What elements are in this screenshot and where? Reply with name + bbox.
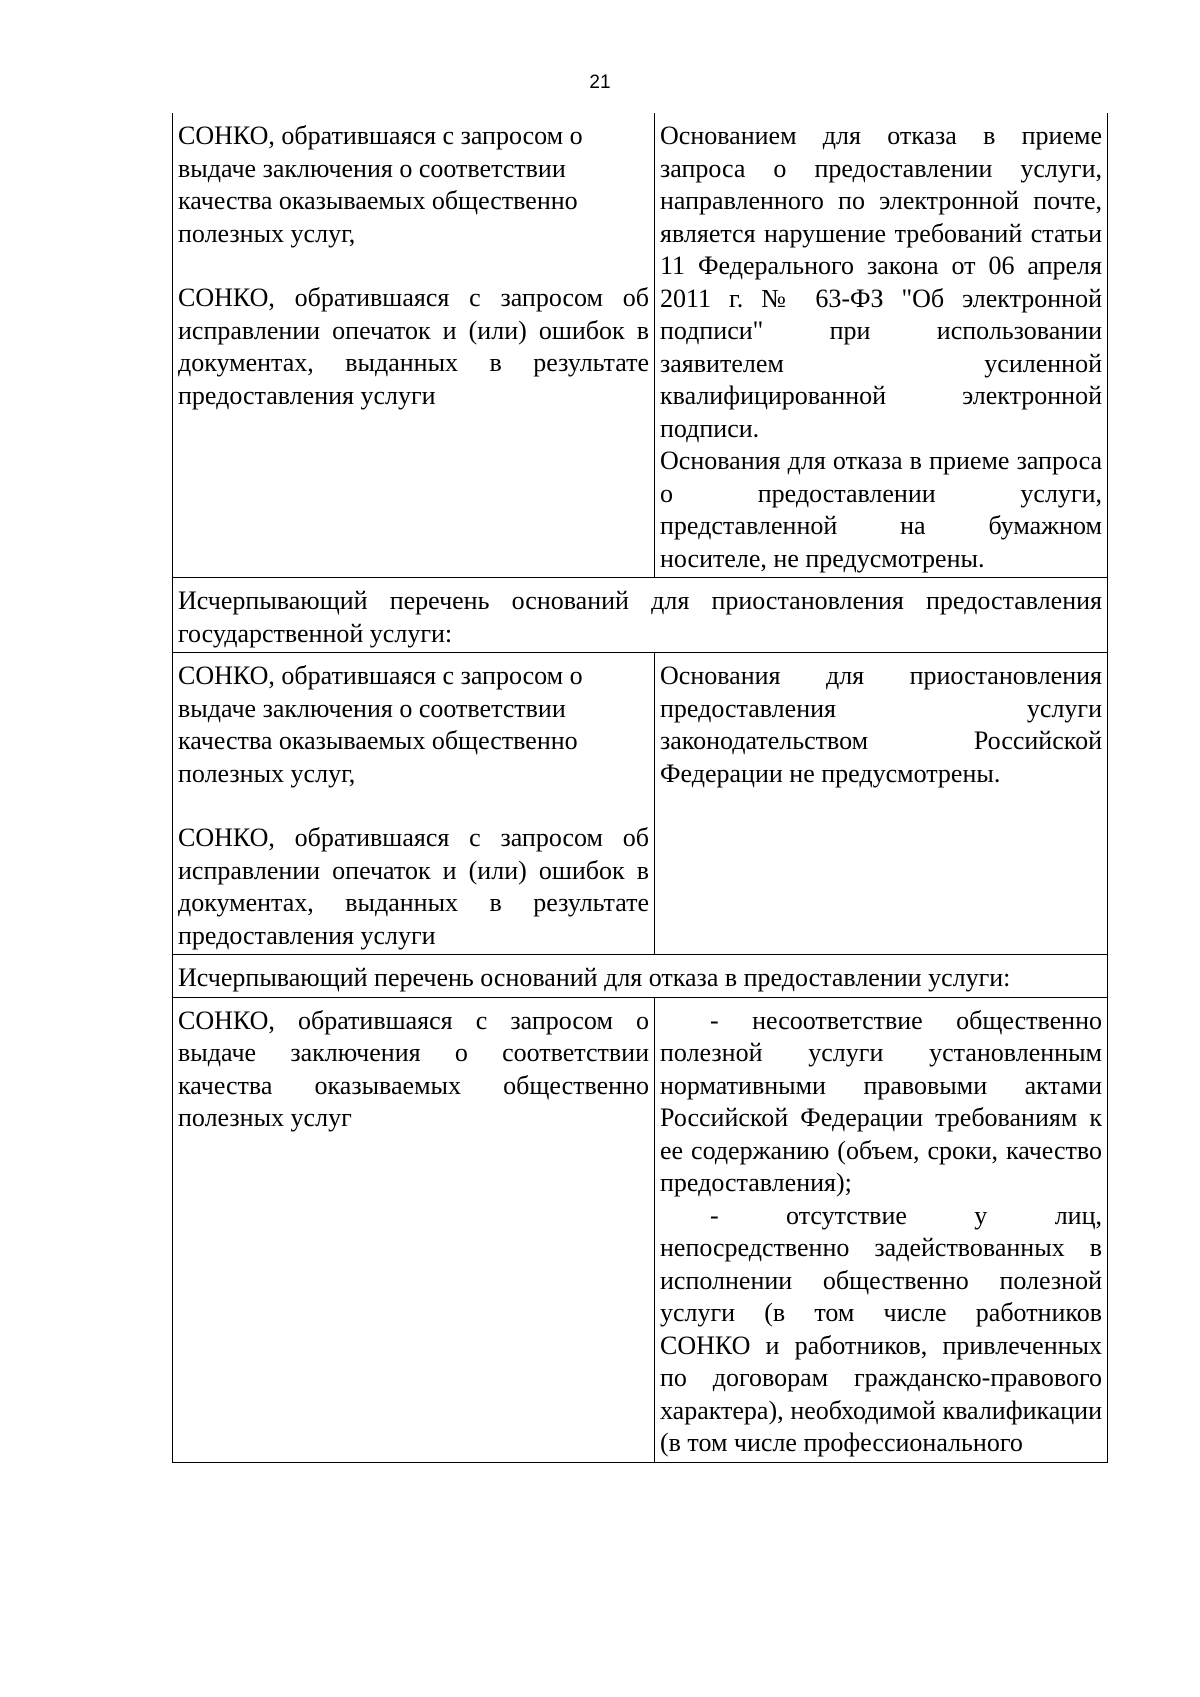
grounds-text: Основанием для отказа в приеме запроса о предоставлении услуги, направленного по электронной почте, является нарушение требований статьи 11 Федерального закона от 06 апреля 2011 г. № 63-ФЗ "Об электронной подписи" при использовании заявителем усиленной квалифицированной электронной подписи. (660, 121, 1102, 443)
grounds-cell (655, 113, 1108, 578)
grounds-text: Основания для отказа в приеме запроса о предоставлении услуги, представленной на бумажном носителе, не предусмотрены. (660, 446, 1102, 573)
page-number: 21 (589, 72, 611, 93)
grounds-cell (655, 653, 1108, 955)
grounds-text: - несоответствие общественно полезной услуги установленным нормативными правовыми актами Российской Федерации требованиям к ее содержанию (объем, сроки, качество предоставления); (660, 1005, 1102, 1197)
table-row (173, 113, 1108, 578)
section-header-text: Исчерпывающий перечень оснований для отказа в предоставлении услуги: (178, 963, 1011, 992)
applicant-text: СОНКО, обратившаяся с запросом об исправлении опечаток и (или) ошибок в документах, выданных в результате предоставления услуги (178, 283, 649, 410)
grounds-text: Основания для приостановления предоставления услуги законодательством Российской Федерации не предусмотрены. (660, 661, 1102, 788)
applicant-text: СОНКО, обратившаяся с запросом о выдаче заключения о соответствии качества оказываемых общественно полезных услуг, (178, 661, 583, 788)
grounds-cell (655, 997, 1108, 1462)
table-row (173, 997, 1108, 1462)
section-header-text: Исчерпывающий перечень оснований для приостановления предоставления государственной услуги: (178, 586, 1102, 648)
section-header (173, 578, 1108, 653)
applicant-text: СОНКО, обратившаяся с запросом о выдаче заключения о соответствии качества оказываемых общественно полезных услуг, (178, 121, 583, 248)
applicant-cell (173, 113, 655, 578)
table-row (173, 955, 1108, 998)
grounds-text: - отсутствие у лиц, непосредственно задействованных в исполнении общественно полезной услуги (в том числе работников СОНКО и работников, привлеченных по договорам гражданско-правового характера), необходимой квалификации (в том числе профессионального (660, 1200, 1102, 1457)
applicant-text: СОНКО, обратившаяся с запросом об исправлении опечаток и (или) ошибок в документах, выданных в результате предоставления услуги (178, 823, 649, 950)
applicant-text: СОНКО, обратившаяся с запросом о выдаче заключения о соответствии качества оказываемых общественно полезных услуг (178, 1005, 649, 1132)
section-header (173, 955, 1108, 998)
services-table (172, 113, 1108, 1463)
applicant-cell (173, 997, 655, 1462)
table-row (173, 653, 1108, 955)
table-row (173, 578, 1108, 653)
applicant-cell (173, 653, 655, 955)
